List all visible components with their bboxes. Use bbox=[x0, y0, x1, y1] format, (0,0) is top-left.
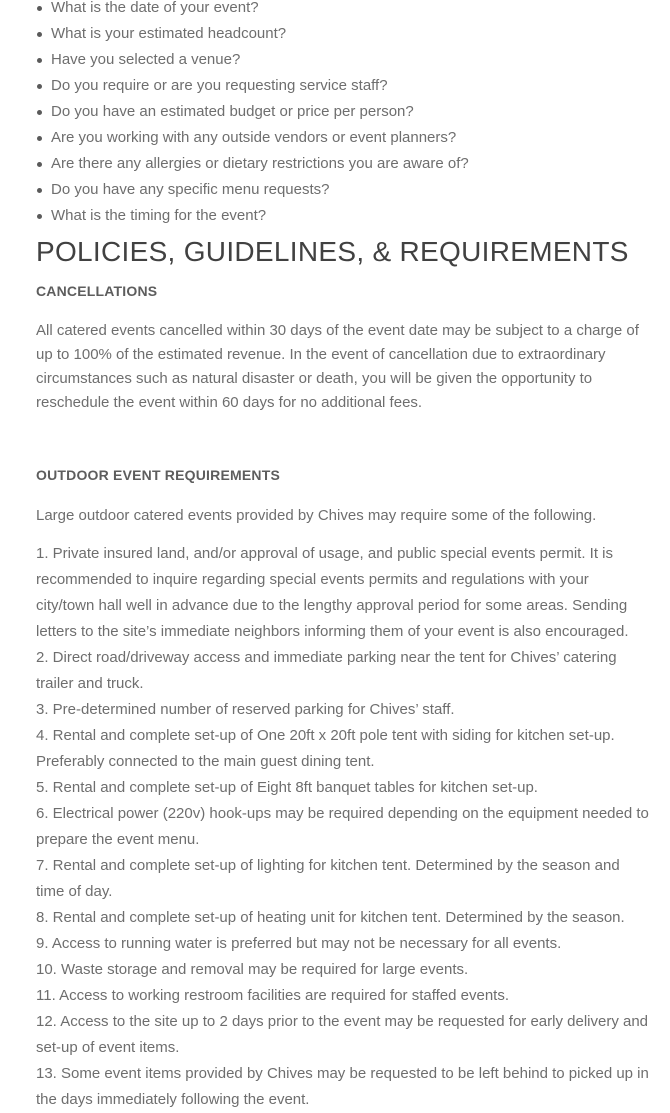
list-item: Have you selected a venue? bbox=[36, 47, 650, 73]
list-item: Are you working with any outside vendors or event planners? bbox=[36, 125, 650, 151]
list-item: Do you require or are you requesting service staff? bbox=[36, 73, 650, 99]
list-item: 9. Access to running water is preferred but may not be necessary for all events. bbox=[36, 935, 562, 953]
list-item: Do you have any specific menu requests? bbox=[36, 177, 650, 203]
list-item: 11. Access to working restroom facilities are required for staffed events. bbox=[36, 987, 509, 1005]
list-item: What is your estimated headcount? bbox=[36, 21, 650, 47]
list-item: What is the timing for the event? bbox=[36, 203, 650, 229]
list-item: 7. Rental and complete set-up of lighting for kitchen tent. Determined by the season and time of day. bbox=[36, 857, 620, 901]
list-item: 1. Private insured land, and/or approval of usage, and public special events permit. It is recommended to inquire regarding special events permits and regulations with your city/town hall well in advance due to the lengthy approval period for some areas. Sending letters to the site’s immediate neighbors informing them of your event is also encouraged. bbox=[36, 545, 629, 641]
outdoor-requirements-list bbox=[36, 541, 650, 1113]
list-item: 12. Access to the site up to 2 days prior to the event may be requested for early delivery and set-up of event items. bbox=[36, 1013, 649, 1057]
cancellations-paragraph: All catered events cancelled within 30 days of the event date may be subject to a charge of up to 100% of the estimated revenue. In the event of cancellation due to extraordinary circumstances such as natural disaster or death, you will be given the opportunity to reschedule the event within 60 days for no additional fees. bbox=[36, 322, 639, 412]
page-title: POLICIES, GUIDELINES, & REQUIREMENTS bbox=[36, 236, 629, 267]
outdoor-requirements-intro: Large outdoor catered events provided by Chives may require some of the following. bbox=[36, 507, 597, 525]
section-cancellations bbox=[36, 283, 650, 415]
list-item: 8. Rental and complete set-up of heating unit for kitchen tent. Determined by the season. bbox=[36, 909, 625, 927]
event-questions-list bbox=[36, 0, 650, 229]
list-item: 5. Rental and complete set-up of Eight 8ft banquet tables for kitchen set-up. bbox=[36, 779, 538, 797]
list-item: 6. Electrical power (220v) hook-ups may be required depending on the equipment needed to prepare the event menu. bbox=[36, 805, 649, 849]
list-item: Are there any allergies or dietary restrictions you are aware of? bbox=[36, 151, 650, 177]
list-item: 4. Rental and complete set-up of One 20ft x 20ft pole tent with siding for kitchen set-up. Preferably connected to the main guest dining tent. bbox=[36, 727, 615, 771]
list-item: Do you have an estimated budget or price per person? bbox=[36, 99, 650, 125]
section-outdoor-requirements bbox=[36, 467, 650, 1113]
list-item: 2. Direct road/driveway access and immediate parking near the tent for Chives’ catering trailer and truck. bbox=[36, 649, 617, 693]
list-item: 10. Waste storage and removal may be required for large events. bbox=[36, 961, 469, 979]
cancellations-heading: CANCELLATIONS bbox=[36, 283, 158, 300]
list-item: 13. Some event items provided by Chives may be requested to be left behind to picked up in the days immediately following the event. bbox=[36, 1065, 649, 1109]
list-item: 3. Pre-determined number of reserved parking for Chives’ staff. bbox=[36, 701, 455, 719]
outdoor-requirements-heading: OUTDOOR EVENT REQUIREMENTS bbox=[36, 467, 280, 484]
list-item: What is the date of your event? bbox=[36, 0, 650, 21]
